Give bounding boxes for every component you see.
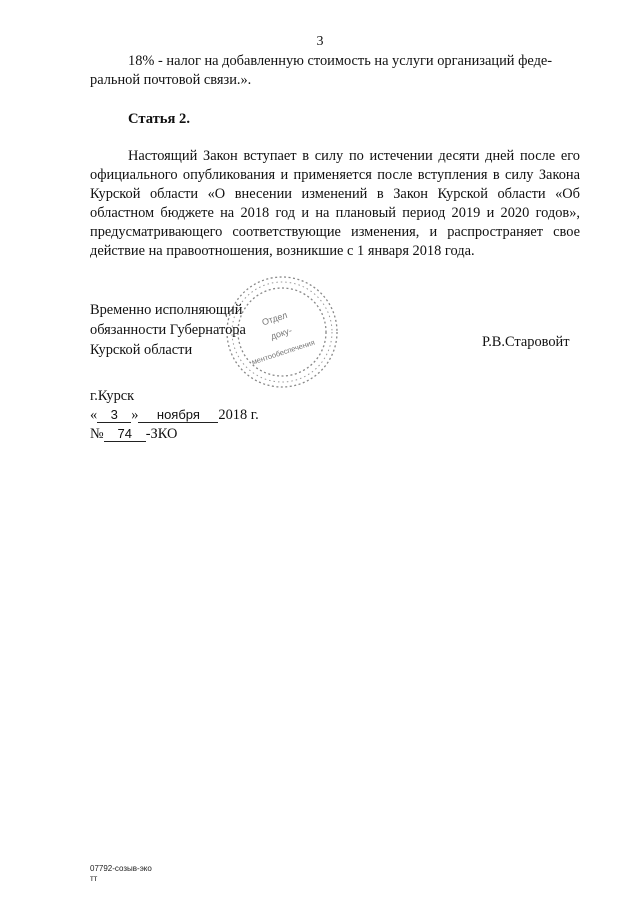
stamp-text-2: доку- xyxy=(269,325,294,342)
stamp-text-3: ментообеспечения xyxy=(250,337,316,367)
footer-initials: тт xyxy=(90,874,98,883)
date-quote-open: « xyxy=(90,407,98,423)
signatory-position-line2: обязанности Губернатора xyxy=(90,322,246,338)
stamp-text-1: Отдел xyxy=(260,309,289,328)
law-number: 74 xyxy=(104,426,146,442)
signatory-position-line1: Временно исполняющий xyxy=(90,302,243,318)
date-line xyxy=(90,406,259,425)
article-title: Статья 2. xyxy=(128,111,190,127)
date-quote-close: » xyxy=(131,407,139,423)
law-number-line xyxy=(90,425,259,444)
signatory-position xyxy=(90,300,246,360)
footer-code: 07792-созыв-эко xyxy=(90,864,152,873)
signatory-name: Р.В.Старовойт xyxy=(482,334,570,350)
law-number-suffix: -ЗКО xyxy=(145,426,178,442)
page-number: 3 xyxy=(316,34,324,49)
article-body: Настоящий Закон вступает в силу по истечении десяти дней после его официального опубликования и применяется после вступления в силу Закона Курской области «О внесении изменений в Закон Курской области «Об областном бюджете на 2018 год и на плановый период 2019 и 2020 годов», предусматривающего соответствующие изменения, и распространяет свое действие на правоотношения, возникшие с 1 января 2018 года. xyxy=(90,148,580,259)
signatory-position-line3: Курской области xyxy=(90,342,193,358)
city: г.Курск xyxy=(90,388,135,404)
place-and-date xyxy=(90,387,259,444)
closing-paragraph-line2: ральной почтовой связи.». xyxy=(90,72,252,88)
closing-paragraph-line1: 18% - налог на добавленную стоимость на услуги организаций феде- xyxy=(128,53,553,69)
closing-paragraph xyxy=(90,52,580,90)
law-number-prefix: № xyxy=(90,426,104,442)
date-day: 3 xyxy=(97,407,131,423)
document-footer xyxy=(90,864,152,884)
date-month: ноября xyxy=(138,407,218,423)
date-year: 2018 г. xyxy=(218,407,259,423)
